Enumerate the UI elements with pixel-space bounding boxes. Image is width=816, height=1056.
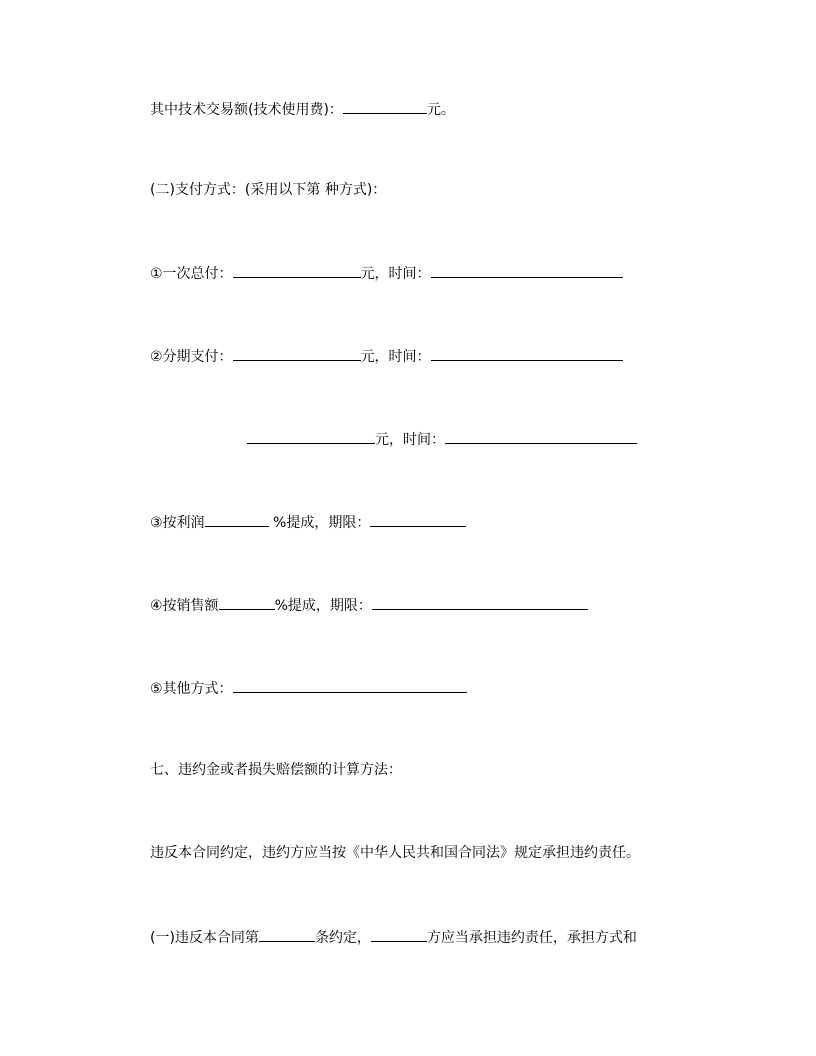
lump-sum-payment-line — [150, 262, 623, 282]
tech-transaction-amount-line — [150, 98, 455, 118]
other-method-blank[interactable] — [233, 677, 467, 693]
breach-article-blank[interactable] — [259, 926, 315, 942]
sales-term-blank[interactable] — [372, 594, 588, 610]
section-seven-text: 七、违约金或者损失赔偿额的计算方法： — [150, 762, 402, 778]
installment-time-label-1: 元，时间： — [360, 349, 431, 365]
sales-percent-blank[interactable] — [219, 594, 275, 610]
installment-payment-line — [150, 345, 623, 365]
installment-time-blank-1[interactable] — [431, 345, 623, 361]
installment-payment-line-2 — [150, 428, 637, 448]
installment-label: ②分期支付： — [150, 349, 233, 365]
installment-amount-blank-1[interactable] — [233, 345, 361, 361]
profit-commission-line — [150, 511, 466, 531]
profit-label: ③按利润 — [150, 515, 205, 531]
tech-fee-unit: 元。 — [426, 102, 455, 118]
breach-clause-middle: 条约定， — [314, 930, 371, 946]
breach-liability-line — [150, 843, 640, 863]
lump-sum-amount-blank[interactable] — [233, 262, 361, 278]
lump-sum-time-blank[interactable] — [431, 262, 623, 278]
payment-method-heading — [150, 180, 386, 200]
lump-sum-label: ①一次总付： — [150, 266, 233, 282]
installment-time-blank-2[interactable] — [445, 428, 637, 444]
breach-party-blank[interactable] — [371, 926, 427, 942]
other-method-label: ⑤其他方式： — [150, 681, 233, 697]
installment-amount-blank-2[interactable] — [247, 428, 375, 444]
sales-term-label: %提成，期限： — [274, 598, 372, 614]
breach-clause-suffix: 方应当承担违约责任，承担方式和 — [426, 930, 637, 946]
lump-sum-time-label: 元，时间： — [360, 266, 431, 282]
breach-clause-prefix: (一)违反本合同第 — [150, 930, 259, 946]
section-seven-heading — [150, 760, 402, 780]
other-method-line — [150, 677, 467, 697]
tech-fee-label: 其中技术交易额(技术使用费)： — [150, 102, 343, 118]
profit-term-label: %提成，期限： — [268, 515, 371, 531]
sales-commission-line — [150, 594, 588, 614]
breach-liability-text: 违反本合同约定，违约方应当按《中华人民共和国合同法》规定承担违约责任。 — [150, 845, 640, 861]
profit-term-blank[interactable] — [370, 511, 466, 527]
payment-method-text: (二)支付方式：(采用以下第 种方式)： — [150, 182, 387, 198]
tech-fee-blank[interactable] — [343, 98, 427, 114]
profit-percent-blank[interactable] — [205, 511, 269, 527]
breach-clause-line — [150, 926, 637, 946]
installment-time-label-2: 元，时间： — [375, 432, 445, 448]
sales-label: ④按销售额 — [150, 598, 219, 614]
